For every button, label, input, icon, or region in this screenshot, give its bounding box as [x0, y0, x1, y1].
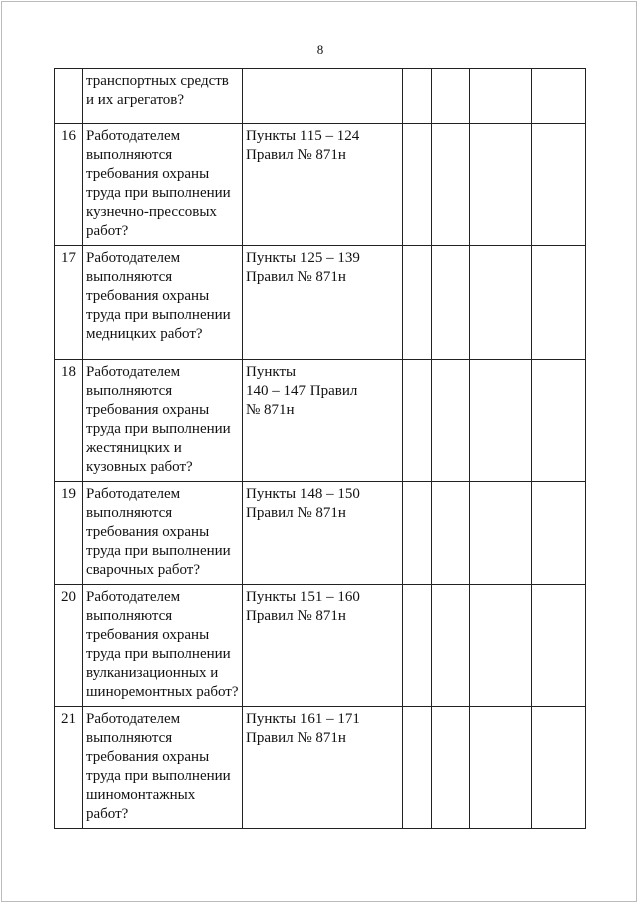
question-line: выполняются [86, 608, 173, 624]
row-number: 21 [55, 707, 83, 829]
question-line: труда при выполнении [86, 646, 231, 662]
question-line: кузнечно-прессовых [86, 204, 217, 220]
reference-line: Пункты 151 – 160 [246, 589, 360, 605]
question-line: труда при выполнении [86, 543, 231, 559]
answer-cell[interactable] [532, 482, 586, 585]
answer-cell[interactable] [432, 707, 470, 829]
question-cell [83, 69, 243, 124]
question-line: труда при выполнении [86, 307, 231, 323]
reference-cell [243, 707, 403, 829]
answer-cell[interactable] [432, 69, 470, 124]
table-row [55, 585, 586, 707]
row-number: 19 [55, 482, 83, 585]
question-line: выполняются [86, 730, 173, 746]
question-line: Работодателем [86, 250, 181, 266]
question-line: труда при выполнении [86, 768, 231, 784]
reference-cell [243, 69, 403, 124]
checklist-rows [55, 69, 586, 829]
question-line: работ? [86, 806, 129, 822]
answer-cell[interactable] [470, 360, 532, 482]
page-number: 8 [316, 42, 324, 57]
question-line: и их агрегатов? [86, 92, 185, 108]
question-cell [83, 482, 243, 585]
answer-cell[interactable] [532, 707, 586, 829]
reference-line: Правил № 871н [246, 269, 346, 285]
question-line: шиномонтажных [86, 787, 196, 803]
row-number: 17 [55, 246, 83, 360]
question-cell [83, 124, 243, 246]
row-number: 16 [55, 124, 83, 246]
question-line: требования охраны [86, 402, 210, 418]
answer-cell[interactable] [432, 124, 470, 246]
question-line: выполняются [86, 383, 173, 399]
question-line: Работодателем [86, 589, 181, 605]
table-row [55, 360, 586, 482]
question-line: кузовных работ? [86, 459, 193, 475]
answer-cell[interactable] [432, 246, 470, 360]
reference-cell [243, 124, 403, 246]
question-line: выполняются [86, 505, 173, 521]
answer-cell[interactable] [403, 360, 432, 482]
reference-cell [243, 482, 403, 585]
answer-cell[interactable] [532, 69, 586, 124]
question-line: Работодателем [86, 711, 181, 727]
table-row [55, 246, 586, 360]
answer-cell[interactable] [403, 482, 432, 585]
question-line: шиноремонтных работ? [86, 684, 239, 700]
question-line: жестяницких и [86, 440, 182, 456]
question-line: требования охраны [86, 166, 210, 182]
reference-cell [243, 585, 403, 707]
answer-cell[interactable] [403, 585, 432, 707]
reference-cell [243, 360, 403, 482]
reference-line: Правил № 871н [246, 505, 346, 521]
question-line: сварочных работ? [86, 562, 201, 578]
answer-cell[interactable] [403, 707, 432, 829]
answer-cell[interactable] [470, 246, 532, 360]
question-cell [83, 585, 243, 707]
question-line: труда при выполнении [86, 185, 231, 201]
table-row [55, 707, 586, 829]
question-cell [83, 707, 243, 829]
answer-cell[interactable] [532, 585, 586, 707]
answer-cell[interactable] [432, 482, 470, 585]
question-line: требования охраны [86, 627, 210, 643]
reference-line: Правил № 871н [246, 608, 346, 624]
question-line: труда при выполнении [86, 421, 231, 437]
answer-cell[interactable] [470, 707, 532, 829]
question-line: вулканизационных и [86, 665, 219, 681]
question-line: выполняются [86, 269, 173, 285]
reference-line: Правил № 871н [246, 730, 346, 746]
question-line: транспортных средств [86, 73, 229, 89]
table-row [55, 69, 586, 124]
table-row [55, 482, 586, 585]
answer-cell[interactable] [470, 69, 532, 124]
reference-line: Пункты [246, 364, 297, 380]
question-line: Работодателем [86, 364, 181, 380]
answer-cell[interactable] [403, 69, 432, 124]
question-line: требования охраны [86, 524, 210, 540]
row-number [55, 69, 83, 124]
question-line: Работодателем [86, 486, 181, 502]
reference-line: Пункты 125 – 139 [246, 250, 360, 266]
answer-cell[interactable] [432, 360, 470, 482]
question-line: требования охраны [86, 288, 210, 304]
reference-line: Пункты 148 – 150 [246, 486, 360, 502]
checklist-table [54, 68, 586, 829]
answer-cell[interactable] [470, 482, 532, 585]
answer-cell[interactable] [403, 124, 432, 246]
question-cell [83, 360, 243, 482]
reference-line: 140 – 147 Правил [246, 383, 358, 399]
question-line: медницких работ? [86, 326, 203, 342]
table-row [55, 124, 586, 246]
row-number: 20 [55, 585, 83, 707]
answer-cell[interactable] [403, 246, 432, 360]
answer-cell[interactable] [532, 124, 586, 246]
question-cell [83, 246, 243, 360]
row-number: 18 [55, 360, 83, 482]
answer-cell[interactable] [432, 585, 470, 707]
reference-cell [243, 246, 403, 360]
question-line: требования охраны [86, 749, 210, 765]
question-line: работ? [86, 223, 129, 239]
question-line: Работодателем [86, 128, 181, 144]
question-line: выполняются [86, 147, 173, 163]
answer-cell[interactable] [470, 124, 532, 246]
reference-line: Пункты 115 – 124 [246, 128, 360, 144]
answer-cell[interactable] [470, 585, 532, 707]
answer-cell[interactable] [532, 360, 586, 482]
answer-cell[interactable] [532, 246, 586, 360]
reference-line: Пункты 161 – 171 [246, 711, 360, 727]
reference-line: № 871н [246, 402, 295, 418]
reference-line: Правил № 871н [246, 147, 346, 163]
